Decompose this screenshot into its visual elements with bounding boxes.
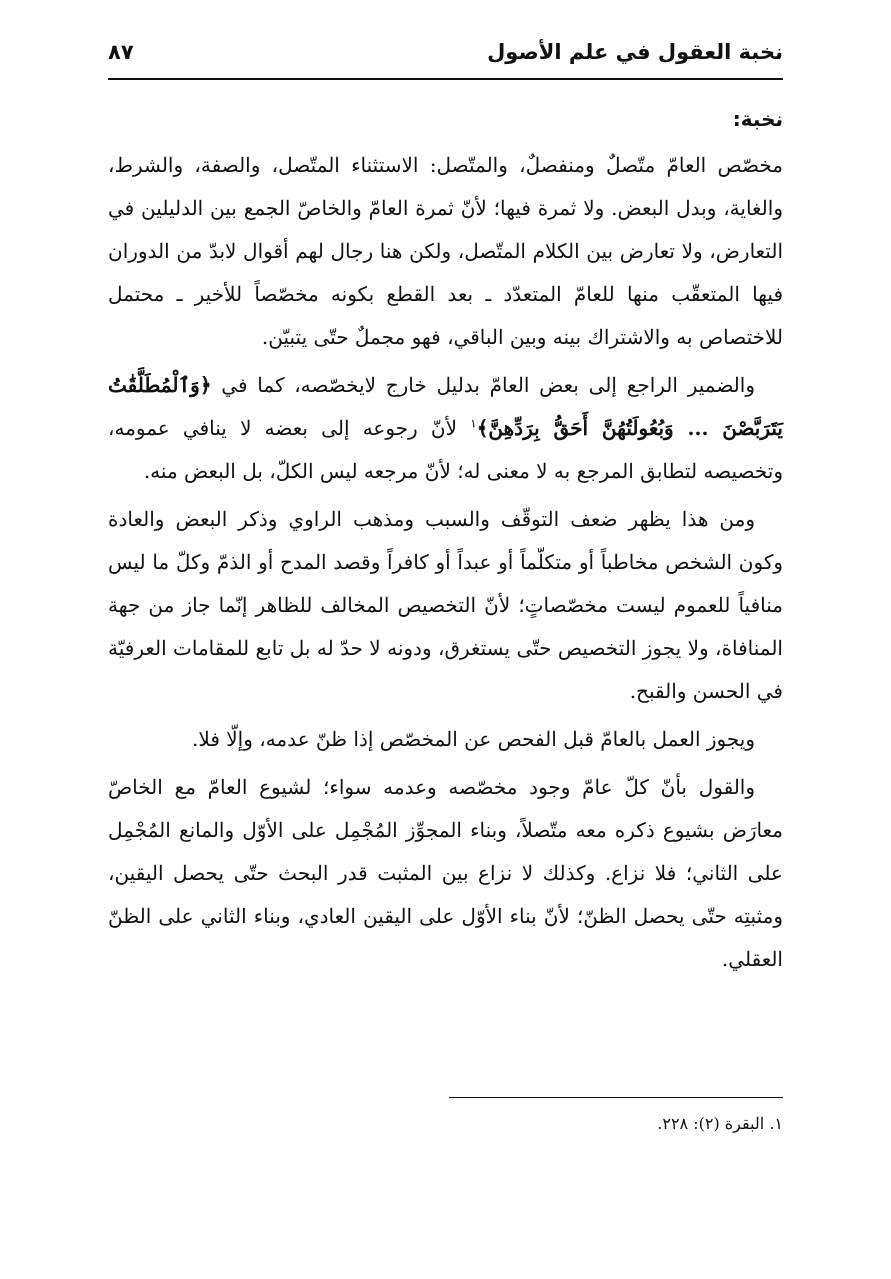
page-header <box>108 38 783 80</box>
paragraph-3: ومن هذا يظهر ضعف التوقّف والسبب ومذهب الراوي وذكر البعض والعادة وكون الشخص مخاطباً أو متكلّماً أو عبداً أو كافراً وقصد المدح أو الذمّ وكلّ ما ليس منافياً للعموم ليست مخصّصاتٍ؛ لأنّ التخصيص المخالف للظاهر إنّما جاز من جهة المنافاة، ولا يجوز التخصيص حتّى يستغرق، ودونه لا حدّ له بل تابع للمقامات العرفيّة في الحسن والقبح. <box>108 507 783 703</box>
page-number: ٨٧ <box>108 40 134 64</box>
quran-verse: ﴿وَٱلْمُطَلَّقَٰتُ يَتَرَبَّصْنَ ... وَبُعُولَتُهُنَّ أَحَقُّ بِرَدِّهِنَّ﴾ <box>108 373 783 440</box>
running-title: نخبة العقول في علم الأصول <box>487 40 783 64</box>
paragraph-2-text-before: والضمير الراجع إلى بعض العامّ بدليل خارج لايخصّصه، كما في <box>211 373 755 397</box>
footnote: ١. البقرة (٢): ٢٢٨. <box>657 1114 783 1133</box>
footnote-separator <box>449 1097 783 1098</box>
paragraph-1: مخصّص العامّ متّصلٌ ومنفصلٌ، والمتّصل: الاستثناء المتّصل، والصفة، والشرط، والغاية، وبدل البعض. ولا ثمرة فيها؛ لأنّ ثمرة العامّ والخاصّ الجمع بين الدليلين في التعارض، ولا تعارض بين الكلام المتّصل، ولكن هنا رجال لهم أقوال لابدّ من الدوران فيها المتعقّب منها للعامّ المتعدّد ـ بعد القطع بكونه مخصّصاً للأخير ـ محتمل للاختصاص به والاشتراك بينه وبين الباقي، فهو مجملٌ حتّى يتبيّن. <box>108 153 783 349</box>
section-heading: نخبة: <box>732 107 783 131</box>
body-text <box>108 102 783 986</box>
footnote-marker[interactable]: ١ <box>470 416 477 431</box>
paragraph-2-text-after: لأنّ رجوعه إلى بعضه لا ينافي عمومه، وتخصيصه لتطابق المرجع به لا معنى له؛ لأنّ مرجعه ليس الكلّ، بل البعض منه. <box>108 416 783 483</box>
paragraph-2 <box>108 364 783 493</box>
paragraph-4: ويجوز العمل بالعامّ قبل الفحص عن المخصّص إذا ظنّ عدمه، وإلّا فلا. <box>192 727 755 751</box>
paragraph-5: والقول بأنّ كلّ عامّ وجود مخصّصه وعدمه سواء؛ لشيوع العامّ مع الخاصّ معارَض بشيوع ذكره معه متّصلاً، وبناء المجوِّز المُجْمِل على الأوّل والمانع المُجْمِل على الثاني؛ فلا نزاع. وكذلك لا نزاع بين المثبت قدر البحث حتّى يحصل اليقين، ومثبتِه حتّى يحصل الظنّ؛ لأنّ بناء الأوّل على اليقين العادي، وبناء الثاني على الظنّ العقلي. <box>108 775 783 971</box>
